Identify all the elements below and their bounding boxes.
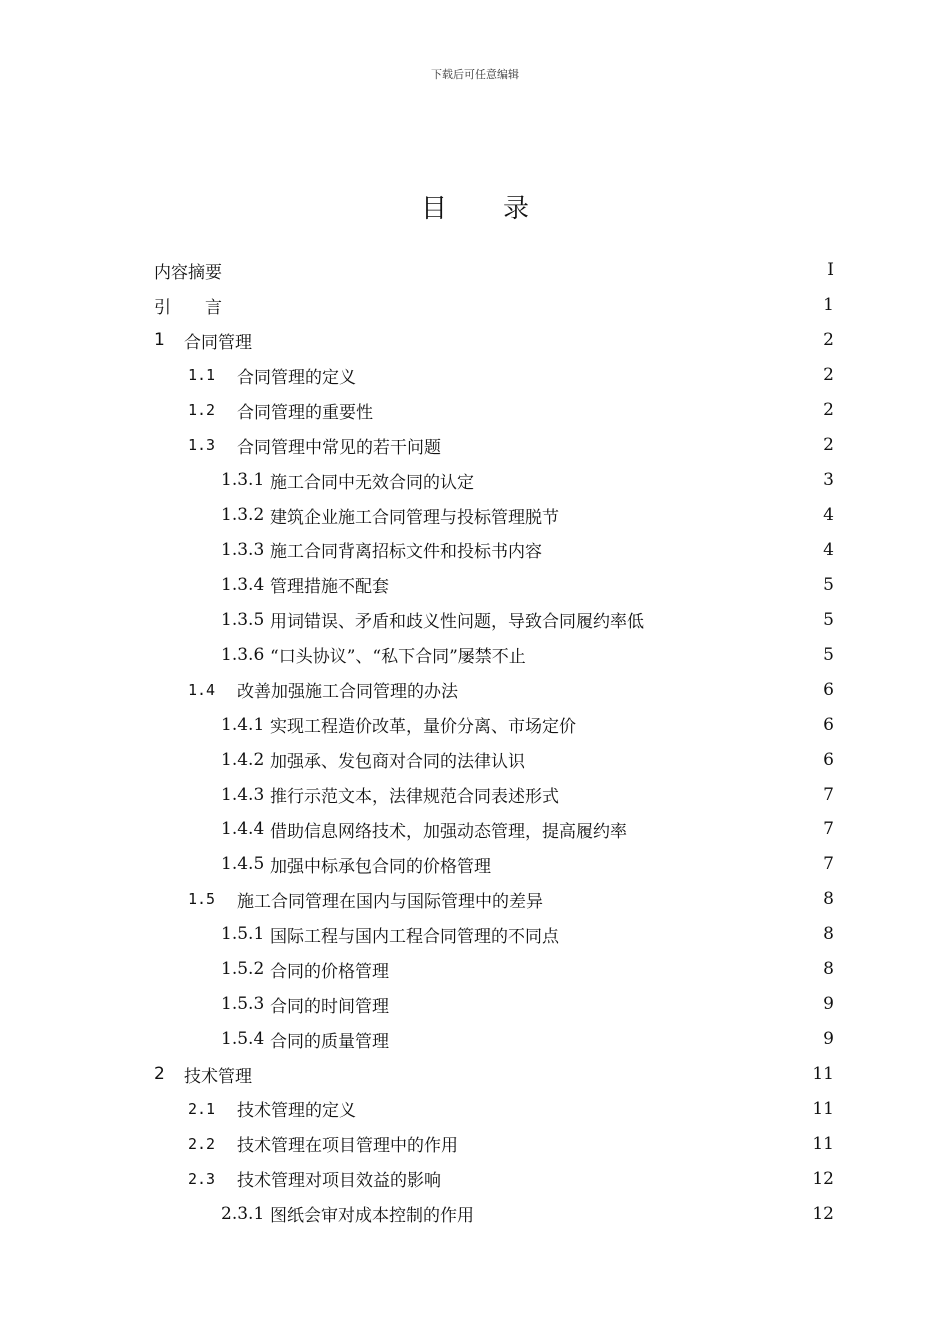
toc-entry-page: 7 (823, 854, 834, 875)
toc-entry[interactable] (154, 463, 834, 498)
toc-entry-page: 11 (812, 1064, 834, 1085)
toc-entry-label: 施工合同管理在国内与国际管理中的差异 (237, 891, 543, 912)
toc-entry[interactable] (154, 498, 834, 533)
toc-entry-title (154, 817, 627, 842)
toc-entry-number: 2.3.1 (221, 1203, 265, 1224)
toc-entry-label: 施工合同中无效合同的认定 (270, 472, 474, 493)
toc-entry-page: 11 (812, 1133, 834, 1154)
toc-entry-page: 2 (823, 330, 834, 351)
toc-entry[interactable] (154, 637, 834, 672)
toc-entry-label: 实现工程造价改革，量价分离、市场定价 (270, 717, 576, 738)
toc-entry-page: 6 (823, 714, 834, 735)
toc-entry[interactable] (154, 358, 834, 393)
page-header: 下载后可任意编辑 (431, 68, 519, 81)
toc-entry-number: 1.5.4 (221, 1029, 265, 1050)
toc-entry[interactable] (154, 288, 834, 323)
toc-entry[interactable] (154, 602, 834, 637)
toc-entry[interactable] (154, 533, 834, 568)
toc-entry-page: 12 (812, 1168, 834, 1189)
toc-entry-title (154, 1062, 252, 1087)
toc-entry-number: 1.3.1 (221, 470, 265, 491)
toc-entry-number: 1.5.2 (221, 959, 265, 980)
toc-entry-label: 推行示范文本，法律规范合同表述形式 (270, 787, 559, 808)
toc-entry-title (154, 922, 559, 947)
toc-entry[interactable] (154, 882, 834, 917)
toc-entry-number: 2.1 (188, 1099, 216, 1118)
toc-entry[interactable] (154, 323, 834, 358)
toc-entry-number: 1.4.2 (221, 749, 265, 770)
toc-entry-label: 图纸会审对成本控制的作用 (270, 1206, 474, 1227)
toc-entry-title (154, 293, 222, 318)
toc-entry-label: 技术管理的定义 (237, 1101, 356, 1122)
toc-entry-title (154, 852, 491, 877)
toc-entry-page: 3 (823, 470, 834, 491)
toc-entry-page: 1 (823, 295, 834, 316)
toc-entry-title (154, 607, 644, 632)
toc-entry-number: 1.5.3 (221, 994, 265, 1015)
toc-entry-title (154, 957, 389, 982)
toc-entry-page: 12 (812, 1203, 834, 1224)
toc-entry-page: 2 (823, 435, 834, 456)
toc-entry[interactable] (154, 1057, 834, 1092)
toc-entry-title (154, 992, 389, 1017)
toc-entry[interactable] (154, 567, 834, 602)
toc-entry-title (154, 468, 474, 493)
toc-title-char: 目 (420, 194, 447, 224)
toc-entry-page: 7 (823, 819, 834, 840)
toc-entry-label: 加强中标承包合同的价格管理 (270, 856, 491, 877)
toc-entry-number: 1.3.3 (221, 539, 265, 560)
toc-entry-label: 引 言 (154, 297, 222, 318)
toc-entry-title (154, 1201, 474, 1226)
toc-entry[interactable] (154, 253, 834, 288)
toc-entry[interactable] (154, 987, 834, 1022)
toc-entry[interactable] (154, 742, 834, 777)
toc-entry-title (154, 433, 441, 458)
toc-entry-title (154, 712, 576, 737)
toc-entry[interactable] (154, 672, 834, 707)
toc-entry-label: 技术管理对项目效益的影响 (237, 1171, 441, 1192)
toc-entry[interactable] (154, 428, 834, 463)
toc-entry-title (154, 572, 389, 597)
toc-entry-page: 4 (823, 505, 834, 526)
toc-entry-page: 4 (823, 539, 834, 560)
toc-entry-page: 7 (823, 784, 834, 805)
toc-entry-title (154, 1131, 458, 1156)
toc-entry-label: 技术管理 (184, 1066, 252, 1087)
toc-entry[interactable] (154, 952, 834, 987)
toc-entry-label: 内容摘要 (154, 262, 222, 283)
toc-entry-label: 建筑企业施工合同管理与投标管理脱节 (270, 507, 559, 528)
toc-entry-page: 5 (823, 644, 834, 665)
toc-entry-number: 1.1 (188, 366, 216, 385)
toc-entry-number: 1.2 (188, 401, 216, 420)
toc-entry-title (154, 677, 458, 702)
toc-entry-page: 5 (823, 609, 834, 630)
toc-entry[interactable] (154, 777, 834, 812)
toc-entry-page: 8 (823, 959, 834, 980)
toc-entry-title (154, 398, 373, 423)
toc-entry-title (154, 537, 542, 562)
toc-entry[interactable] (154, 1161, 834, 1196)
toc-entry-title (154, 363, 356, 388)
toc-entry[interactable] (154, 917, 834, 952)
toc-entry-number: 1.3.5 (221, 609, 265, 630)
toc-entry-page: 6 (823, 679, 834, 700)
toc-entry-number: 1.3 (188, 436, 216, 455)
toc-entry-number: 1.3.6 (221, 644, 265, 665)
toc-title (0, 188, 950, 225)
toc-entry[interactable] (154, 393, 834, 428)
toc-entry-label: 合同的时间管理 (270, 996, 389, 1017)
toc-entry-label: 合同管理的重要性 (237, 402, 373, 423)
toc-entry-page: 9 (823, 1029, 834, 1050)
toc-entry-label: 管理措施不配套 (270, 577, 389, 598)
toc-entry-page: 5 (823, 574, 834, 595)
toc-entry-number: 2 (154, 1064, 165, 1085)
toc-entry-page: 9 (823, 994, 834, 1015)
toc-entry-number: 1.4.3 (221, 784, 265, 805)
toc-entry-title (154, 258, 222, 283)
toc-entry-label: 合同管理 (184, 332, 252, 353)
toc-entry-page: I (827, 260, 834, 281)
table-of-contents (154, 253, 834, 1231)
toc-entry-title (154, 1027, 389, 1052)
toc-entry-title (154, 1166, 441, 1191)
toc-entry-page: 8 (823, 924, 834, 945)
toc-entry-page: 8 (823, 889, 834, 910)
toc-entry-label: 合同的价格管理 (270, 961, 389, 982)
toc-entry-label: 改善加强施工合同管理的办法 (237, 682, 458, 703)
toc-entry-label: 施工合同背离招标文件和投标书内容 (270, 542, 542, 563)
toc-entry-label: 合同管理的定义 (237, 367, 356, 388)
toc-entry-label: 技术管理在项目管理中的作用 (237, 1136, 458, 1157)
toc-entry-title (154, 642, 526, 667)
toc-entry-number: 1.4.4 (221, 819, 265, 840)
toc-entry[interactable] (154, 812, 834, 847)
toc-entry-number: 1.3.2 (221, 505, 265, 526)
toc-entry-number: 2.3 (188, 1169, 216, 1188)
toc-entry-title (154, 503, 559, 528)
toc-entry-number: 1.3.4 (221, 574, 265, 595)
toc-entry-number: 1.4.5 (221, 854, 265, 875)
toc-entry-page: 2 (823, 400, 834, 421)
toc-entry[interactable] (154, 1126, 834, 1161)
toc-title-char: 录 (503, 194, 530, 224)
toc-entry-number: 1.4 (188, 680, 216, 699)
toc-entry[interactable] (154, 1022, 834, 1057)
toc-entry-title (154, 328, 252, 353)
toc-entry[interactable] (154, 847, 834, 882)
toc-entry-label: 借助信息网络技术，加强动态管理，提高履约率 (270, 821, 627, 842)
toc-entry-label: 加强承、发包商对合同的法律认识 (270, 752, 525, 773)
toc-entry[interactable] (154, 707, 834, 742)
toc-entry-page: 11 (812, 1098, 834, 1119)
toc-entry[interactable] (154, 1092, 834, 1127)
toc-entry-number: 1.5.1 (221, 924, 265, 945)
toc-entry-number: 1 (154, 330, 165, 351)
toc-entry[interactable] (154, 1196, 834, 1231)
toc-entry-label: “口头协议”、“私下合同”屡禁不止 (270, 647, 526, 668)
toc-entry-page: 2 (823, 365, 834, 386)
toc-entry-title (154, 1096, 356, 1121)
toc-entry-page: 6 (823, 749, 834, 770)
toc-entry-label: 用词错误、矛盾和歧义性问题，导致合同履约率低 (270, 612, 644, 633)
toc-entry-number: 2.2 (188, 1134, 216, 1153)
toc-entry-label: 合同管理中常见的若干问题 (237, 437, 441, 458)
toc-entry-number: 1.5 (188, 890, 216, 909)
toc-entry-title (154, 782, 559, 807)
toc-entry-label: 合同的质量管理 (270, 1031, 389, 1052)
toc-entry-label: 国际工程与国内工程合同管理的不同点 (270, 926, 559, 947)
toc-entry-title (154, 887, 543, 912)
toc-entry-title (154, 747, 525, 772)
toc-entry-number: 1.4.1 (221, 714, 265, 735)
